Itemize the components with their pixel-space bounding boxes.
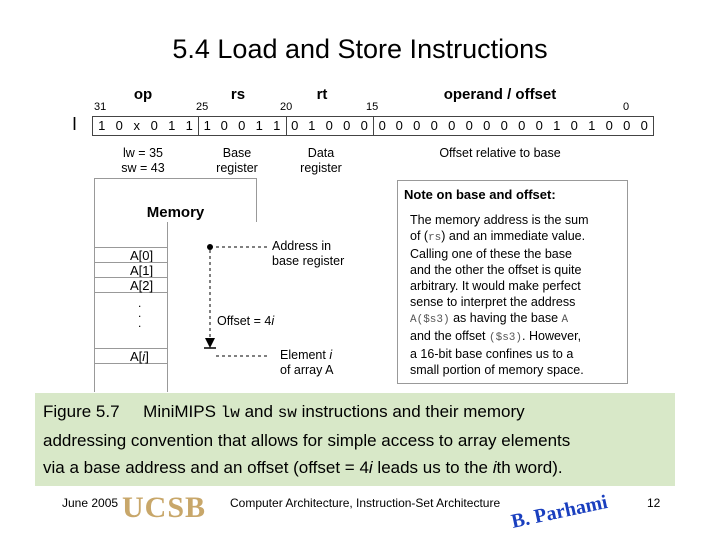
op-description [108,146,178,176]
op-lw-code: lw = 35 [123,146,163,160]
note-line: and the offset ($s3). However, [410,329,582,344]
bit-cell: 1 [198,117,216,135]
memory-cell-a2: A[2] [94,277,168,293]
note-title: Note on base and offset: [404,187,556,202]
memory-cell-a1: A[1] [94,262,168,277]
rt-description [286,146,356,176]
note-line: sense to interpret the address [410,295,576,309]
bit-cell: 0 [360,118,368,133]
element-label-line1: Element i [280,348,333,362]
bit-number-0: 0 [623,101,630,113]
bit-cell: 0 [395,118,403,133]
bit-number-20: 20 [280,101,293,113]
figure-number: Figure 5.7 [43,402,120,421]
bit-cell: 1 [98,118,106,133]
offset-arrow-head [205,338,215,348]
caption-text: instructions and their memory [301,402,525,421]
memory-cell-a0: A[0] [94,247,168,262]
instruction-bit-field [92,116,654,136]
bit-cell: 1 [273,118,281,133]
bit-cell: 0 [483,118,491,133]
bit-cell: x [133,118,140,133]
footer-date: June 2005 [62,496,119,510]
bit-cell: 1 [185,118,193,133]
field-op-label: op [133,86,153,103]
author-logo [509,488,610,533]
address-label [272,239,344,269]
bit-cell: 1 [168,118,176,133]
note-line: of (rs) and an immediate value. [410,229,586,244]
op-sw-code: sw = 43 [121,161,165,175]
note-line: a 16-bit base confines us to a [410,347,574,361]
bit-cell: 0 [373,117,391,135]
rs-description [202,146,272,176]
bit-number-25: 25 [196,101,209,113]
code-lw: lw [220,404,240,422]
caption-line-1 [43,398,667,427]
author-logo-text: B. Parhami [509,491,610,533]
bit-cell: 0 [640,118,648,133]
note-line: The memory address is the sum [410,213,589,227]
rs-desc-line1: Base [222,146,252,160]
field-rs-label: rs [230,86,246,103]
rt-desc-line1: Data [307,146,335,160]
bit-cell: 0 [605,118,613,133]
address-label-line2: base register [272,254,345,268]
figure-caption [35,393,675,486]
bit-cell: 1 [553,118,561,133]
bit-cell: 0 [413,118,421,133]
bit-cell: 0 [570,118,578,133]
note-line: small portion of memory space. [410,363,584,377]
note-line: Calling one of these the base [410,247,572,261]
memory-title: Memory [94,178,257,222]
bit-cell: 0 [238,118,246,133]
rt-desc-line2: register [300,161,342,175]
bit-cell: 0 [115,118,123,133]
bit-cell: 0 [518,118,526,133]
memory-cell-ai: A[i] [94,348,168,364]
ucsb-logo: UCSB [122,491,207,524]
offset-description: Offset relative to base [439,146,561,160]
bit-cell: 1 [588,118,596,133]
footer-course: Computer Architecture, Instruction-Set Architecture [230,496,501,510]
bit-cell: 0 [343,118,351,133]
bit-cell: 0 [500,118,508,133]
element-label [280,348,334,378]
format-label: I [72,114,78,134]
memory-arrows [160,232,280,372]
bit-cell: 0 [465,118,473,133]
bit-cell: 0 [220,118,228,133]
field-rt-label: rt [316,86,328,103]
address-label-line1: Address in [272,239,332,253]
slide-title: 5.4 Load and Store Instructions [172,34,548,64]
bit-cell: 0 [448,118,456,133]
bit-cell: 1 [255,118,263,133]
bit-cell: 0 [623,118,631,133]
offset-label: Offset = 4i [217,314,275,328]
page-number: 12 [647,496,661,510]
note-body [410,212,622,378]
caption-text: MiniMIPS [143,402,216,421]
bit-cell: 0 [535,118,543,133]
memory-ellipsis: . . . [138,296,142,330]
code-sw: sw [277,404,297,422]
field-offset-label: operand / offset [443,86,557,103]
note-line: and the other the offset is quite [410,263,582,277]
caption-line-2: addressing convention that allows for simple access to array elements [43,431,571,450]
bit-cell: 0 [325,118,333,133]
note-line: A($s3) as having the base A [410,311,569,326]
bit-cell: 0 [286,117,304,135]
bit-number-15: 15 [366,101,379,113]
caption-line-3: via a base address and an offset (offset = 4i leads us to the ith word). [43,458,563,477]
note-line: arbitrary. It would make perfect [410,279,581,293]
bit-cell: 0 [150,118,158,133]
bit-cell: 0 [430,118,438,133]
element-label-line2: of array A [280,363,334,377]
caption-text: and [244,402,273,421]
bit-cell: 1 [308,118,316,133]
bit-number-31: 31 [94,101,107,113]
rs-desc-line2: register [216,161,258,175]
